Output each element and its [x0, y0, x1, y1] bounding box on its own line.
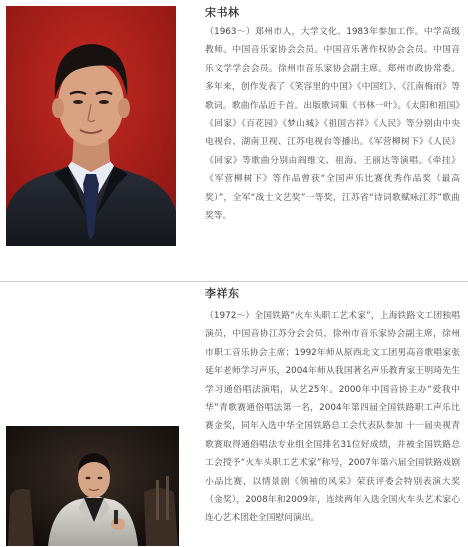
portrait-photo: [6, 6, 176, 246]
profile-entry: [0, 284, 468, 547]
person-name: 宋书林: [205, 6, 240, 19]
person-bio: （1963～）郑州市人，大学文化。1983年参加工作。中学高级教师。中国音乐家协会会员。中国音乐著作权协会会员。中国音乐文学学会会员。徐州市音乐家协会副主席。郑州市政协常委。多年来，创作发表了《笑容里的中国》《中国红》、《江南梅雨》等歌词。歌曲作品近千首。出版歌词集《书林一叶》。《太阳和祖国》《回家》《百花园》《梦山城》《祖国吉祥》《人民》等分别由中央电视台、湖南卫视、江苏电视台等播出。《军营柳树下》《人民》《回家》等歌曲分别由阎维文、祖海、王丽达等演唱。《牵挂》《军营柳树下》等作品曾获“全国声乐比赛优秀作品奖（最高奖）”，全军“战士文艺奖”一等奖，江苏省“诗词歌赋咏江苏”歌曲奖等。: [205, 27, 460, 222]
performer-photo: [6, 426, 179, 546]
section-divider: [0, 281, 468, 282]
person-bio: （1972～）全国铁路“火车头职工艺术家”，上海铁路文工团独唱演员，中国音协江苏分会会员，徐州市音乐家协会副主席，徐州市职工音乐协会主席；1992年师从原西北文工团男高音歌唱家张延年老师学习声乐，2004年师从我国著名声乐教育家王明琦先生学习通俗唱法演唱，从艺25年。2000年中国音协主办“爱我中华”青歌赛通俗唱法第一名，2004年第四届全国铁路职工声乐比赛金奖，同年入选中华全国铁路总工会代表队参加 十一届央视青歌赛取得通俗唱法专业组全国排名31位好成绩，并被全国铁路总工会授予“火车头职工艺术家”称号，2007年第六届全国铁路戏剧小品比赛，以情景剧《领袖的风采》荣获评委会特别表演大奖（金奖），2008年和2009年，连续两年入选全国火车头艺术家心连心艺术团赴全国慰问演出。: [205, 311, 460, 524]
profile-entry: [0, 0, 468, 262]
person-name: 李祥东: [205, 287, 240, 300]
